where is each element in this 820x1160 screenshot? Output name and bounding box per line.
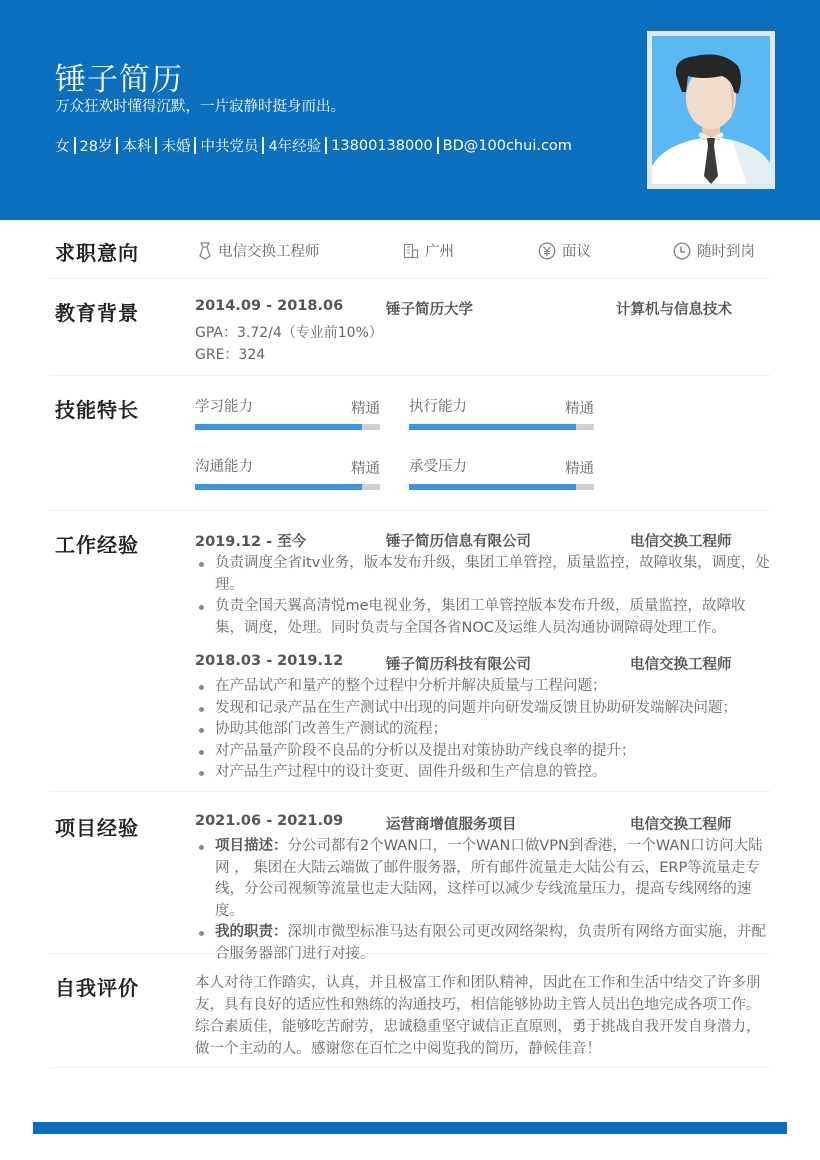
skill-bar-fill — [409, 484, 576, 490]
project-details — [195, 836, 770, 965]
info-experience: 4年经验 — [268, 139, 322, 155]
job-duty: 发现和记录产品在生产测试中出现的问题并向研发端反馈且协助研发端解决问题； — [195, 698, 770, 720]
skill-name: 沟通能力 — [195, 459, 253, 475]
skill-bar — [195, 424, 380, 430]
edu-major: 计算机与信息技术 — [616, 302, 732, 318]
divider — [262, 137, 264, 154]
section-skills — [50, 376, 770, 511]
section-title: 技能特长 — [55, 398, 139, 422]
intent-salary-label: 面议 — [562, 244, 591, 260]
self-evaluation-text: 本人对待工作踏实，认真，并且极富工作和团队精神，因此在工作和生活中结交了许多朋友，具有良好的适应性和熟练的沟通技巧，相信能够协助主管人员出色地完成各项工作。综合素质佳，能够吃苦耐劳，忠诚稳重坚守诚信正直原则，勇于挑战自我开发自身潜力，做一个主动的人。感谢您在百忙之中阅览我的简历，静候佳音！ — [195, 975, 761, 1057]
intent-position — [198, 240, 320, 261]
section-title: 求职意向 — [55, 241, 139, 265]
divider — [437, 137, 439, 154]
job-duty: 负责全国天翼高清悦me电视业务，集团工单管控版本发布升级，质量监控，故障收集，调度，处理。同时负责与全国各省NOC及运维人员沟通协调障碍处理工作。 — [195, 596, 770, 639]
edu-period: 2014.09 - 2018.06 — [195, 298, 344, 314]
intent-city — [403, 240, 454, 261]
bullet-text: 分公司都有2个WAN口，一个WAN口做VPN到香港，一个WAN口访问大陆网 ， 集团在大陆云端做了邮件服务器，所有邮件流量走大陆公有云，ERP等流量走专线，分公司视频等流量也走大陆网，这样可以减少专线流量压力，提高专线网络的速度。 — [215, 838, 763, 919]
intent-availability-label: 随时到岗 — [697, 244, 755, 260]
skill-name: 承受压力 — [409, 459, 467, 475]
skill-bar-fill — [409, 424, 576, 430]
skill-bar-fill — [195, 484, 362, 490]
job-duties — [195, 676, 770, 784]
intent-availability — [673, 240, 755, 261]
job-company: 锤子简历信息有限公司 — [386, 534, 531, 550]
divider — [194, 137, 196, 154]
info-degree: 本科 — [122, 139, 152, 155]
clock-icon — [673, 242, 691, 260]
info-gender: 女 — [55, 139, 70, 155]
section-title: 项目经验 — [55, 816, 139, 840]
skill-item — [195, 455, 380, 505]
info-age: 28岁 — [79, 139, 113, 155]
yen-icon — [538, 242, 556, 260]
skill-name: 学习能力 — [195, 399, 253, 415]
job-duty: 在产品试产和量产的整个过程中分析并解决质量与工程问题； — [195, 676, 770, 698]
intent-position-label: 电信交换工程师 — [218, 244, 320, 260]
job-period: 2019.12 - 至今 — [195, 534, 307, 550]
edu-school: 锤子简历大学 — [386, 302, 473, 318]
skill-item — [409, 455, 594, 505]
motto: 万众狂欢时懂得沉默，一片寂静时挺身而出。 — [55, 99, 345, 115]
skill-item — [409, 395, 594, 445]
bullet-label: 项目描述： — [215, 838, 288, 854]
project-description — [195, 836, 770, 922]
basic-info — [55, 135, 572, 156]
resume-name: 锤子简历 — [55, 62, 183, 98]
job-period: 2018.03 - 2019.12 — [195, 653, 344, 669]
tie-icon — [198, 242, 212, 260]
avatar — [647, 31, 775, 189]
job-duty: 负责调度全省itv业务，版本发布升级，集团工单管控，质量监控，故障收集，调度，处理。 — [195, 553, 770, 596]
divider — [116, 137, 118, 154]
section-education — [50, 279, 770, 376]
edu-gre: GRE：324 — [195, 347, 266, 363]
skill-level: 精通 — [351, 461, 380, 477]
section-self-evaluation — [50, 954, 770, 1068]
edu-gpa: GPA：3.72/4（专业前10%） — [195, 325, 383, 341]
bullet-text: 深圳市微型标准马达有限公司更改网络架构，负责所有网络方面实施，并配合服务器部门进行对接。 — [215, 924, 766, 962]
job-duties — [195, 553, 770, 639]
project-name: 运营商增值服务项目 — [386, 817, 517, 833]
skill-level: 精通 — [565, 401, 594, 417]
section-title: 工作经验 — [55, 533, 139, 557]
skill-bar — [195, 484, 380, 490]
job-duty: 对产品生产过程中的设计变更、固件升级和生产信息的管控。 — [195, 762, 770, 784]
project-period: 2021.06 - 2021.09 — [195, 813, 344, 829]
job-role: 电信交换工程师 — [630, 534, 732, 550]
building-icon — [403, 243, 419, 259]
info-political: 中共党员 — [200, 139, 259, 155]
skill-name: 执行能力 — [409, 399, 467, 415]
info-marital: 未婚 — [161, 139, 191, 155]
divider — [74, 137, 76, 154]
info-phone: 13800138000 — [331, 137, 433, 154]
project-role: 电信交换工程师 — [630, 817, 732, 833]
intent-salary — [538, 240, 591, 261]
person-avatar-icon — [652, 36, 770, 184]
bullet-label: 我的职责： — [215, 924, 288, 940]
footer-bar — [33, 1122, 787, 1134]
info-email: BD@100chui.com — [442, 137, 572, 154]
job-duty: 协助其他部门改善生产测试的流程； — [195, 719, 770, 741]
skill-bar-fill — [195, 424, 362, 430]
skill-item — [195, 395, 380, 445]
section-work-experience — [50, 511, 770, 792]
skill-level: 精通 — [351, 401, 380, 417]
job-duty: 对产品量产阶段不良品的分析以及提出对策协助产线良率的提升； — [195, 741, 770, 763]
resume-header — [0, 0, 820, 220]
section-job-intent — [50, 225, 770, 279]
job-role: 电信交换工程师 — [630, 657, 732, 673]
intent-city-label: 广州 — [425, 244, 454, 260]
job-company: 锤子简历科技有限公司 — [386, 657, 531, 673]
section-project-experience — [50, 792, 770, 962]
skill-bar — [409, 424, 594, 430]
section-title: 教育背景 — [55, 301, 139, 325]
skill-level: 精通 — [565, 461, 594, 477]
skill-bar — [409, 484, 594, 490]
section-title: 自我评价 — [55, 976, 139, 1000]
divider — [155, 137, 157, 154]
divider — [325, 137, 327, 154]
